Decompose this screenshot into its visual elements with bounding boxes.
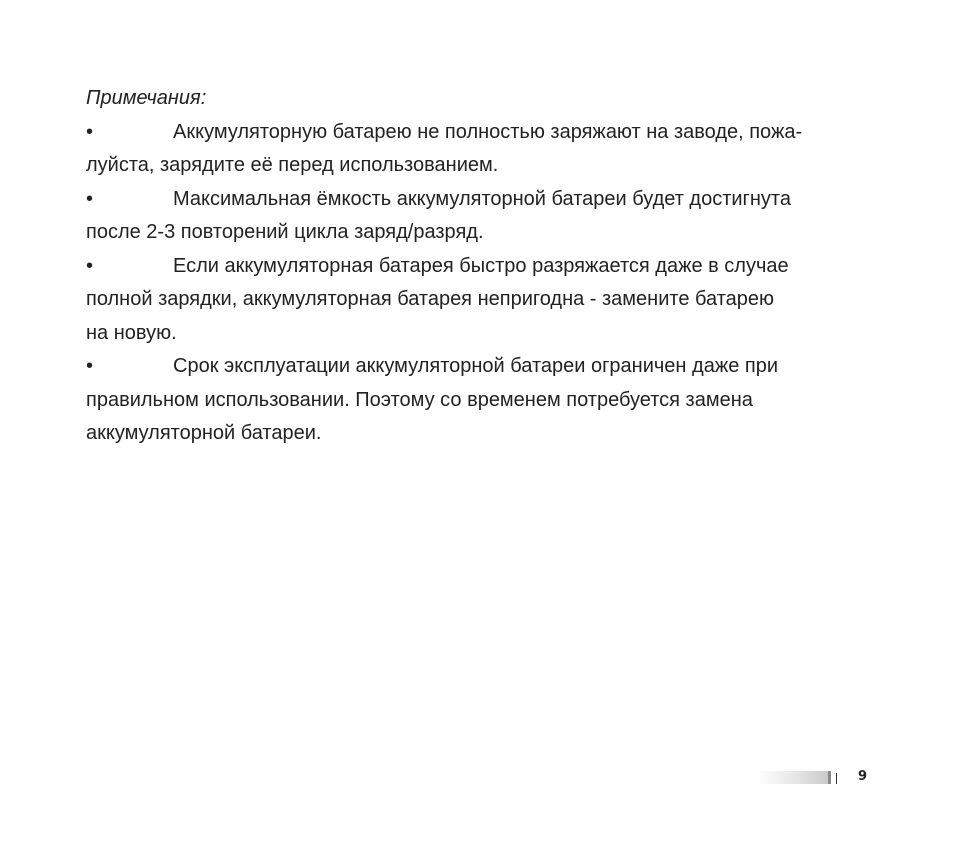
bullet-icon: • bbox=[86, 187, 94, 210]
page-number: 9 bbox=[858, 769, 868, 784]
note-item bbox=[86, 183, 876, 250]
note-text: Если аккумуляторная батарея быстро разряжается даже в случае полной зарядки, аккумуляторная батарея непригодна - замените батарею на новую. bbox=[86, 254, 789, 344]
page-footer bbox=[756, 770, 876, 786]
footer-bar-end bbox=[828, 771, 831, 784]
footer-divider bbox=[836, 773, 837, 784]
footer-gradient-bar bbox=[756, 771, 830, 784]
note-text: Срок эксплуатации аккумуляторной батареи ограничен даже при правильном использовании. Поэтому со временем потребуется замена аккумуляторной батареи. bbox=[86, 355, 778, 444]
notes-section bbox=[86, 82, 876, 451]
notes-list bbox=[86, 116, 876, 451]
note-item bbox=[86, 116, 876, 183]
note-text: Максимальная ёмкость аккумуляторной батареи будет достигнута после 2-3 повторений цикла заряд/разряд. bbox=[86, 187, 791, 243]
note-item bbox=[86, 350, 876, 451]
note-item bbox=[86, 250, 876, 351]
bullet-icon: • bbox=[86, 355, 94, 377]
notes-heading: Примечания: bbox=[86, 87, 207, 109]
bullet-icon: • bbox=[86, 254, 94, 277]
note-text: Аккумуляторную батарею не полностью заряжают на заводе, пожа- луйста, зарядите её перед использованием. bbox=[86, 120, 803, 176]
bullet-icon: • bbox=[86, 120, 94, 143]
